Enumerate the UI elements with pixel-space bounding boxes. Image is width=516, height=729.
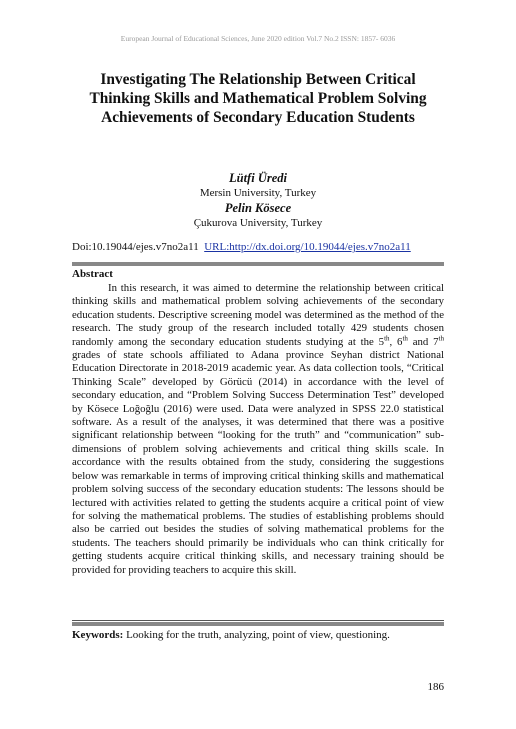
author-affiliation-2: Çukurova University, Turkey: [193, 217, 323, 229]
doi-text: Doi:10.19044/ejes.v7no2a11: [72, 241, 199, 253]
doi-line: [72, 240, 446, 254]
title-line-2: Thinking Skills and Mathematical Problem Solving: [89, 90, 427, 108]
page-number: 186: [427, 681, 444, 693]
abstract-bottom-rule-thin: [72, 620, 444, 621]
author-affiliation-1: Mersin University, Turkey: [199, 187, 317, 199]
doi-url-link[interactable]: URL:http://dx.doi.org/10.19044/ejes.v7no2a11: [204, 241, 411, 253]
abstract-top-rule: [72, 262, 444, 266]
journal-header: European Journal of Educational Sciences, June 2020 edition Vol.7 No.2 ISSN: 1857- 6036: [120, 34, 396, 43]
abstract-heading: Abstract: [72, 268, 113, 280]
abstract-bottom-rule: [72, 622, 444, 626]
title-line-3: Achievements of Secondary Education Students: [101, 109, 415, 127]
author-name-1: Lütfi Üredi: [229, 171, 287, 185]
abstract-body: In this research, it was aimed to determine the relationship between critical thinking skills and mathematical problem solving achievements of the secondary education students. Descriptive screening model was determined as the method of the research. The study group of the research included totally 429 students chosen randomly among the secondary education students studying at the 5th, 6th and 7th grades of state schools affiliated to Adana province Seyhan district National Education Directorate in 2018-2019 academic year. As data collection tools, “Critical Thinking Scale” developed by Görücü (2014) in accordance with the level of secondary education, and “Problem Solving Success Determination Test” developed by Kösece Loğoğlu (2016) were used. Data were analyzed in SPSS 22.0 statistical software. As a result of the analyses, it was determined that there was a positive significant relationship between “looking for the truth” and “communication” sub-dimensions of problem solving achievements and critical thing skills scale. In accordance with the results obtained from the study, considering the suggestions below was remarkable in terms of improving critical thinking skills and mathematical problem solving success of the secondary education students: The lessons should be lectured with activities related to getting the students acquire a critical point of view for solving the mathematical problems. The studies of establishing problems should also be carried out besides the studies of solving mathematical problems for the students. The teachers should primarily be individuals who can think critically for getting students acquire critical thinking skills, and necessary training should be provided for providing teachers to acquire this skill.: [72, 282, 444, 576]
keywords-label: Keywords:: [72, 629, 124, 641]
author-name-2: Pelin Kösece: [224, 201, 292, 215]
keywords-line: [72, 628, 444, 642]
keywords-text: Looking for the truth, analyzing, point of view, questioning.: [123, 629, 390, 641]
title-line-1: Investigating The Relationship Between Critical: [100, 71, 416, 88]
paper-title: [60, 70, 456, 128]
author-block: [0, 170, 516, 230]
